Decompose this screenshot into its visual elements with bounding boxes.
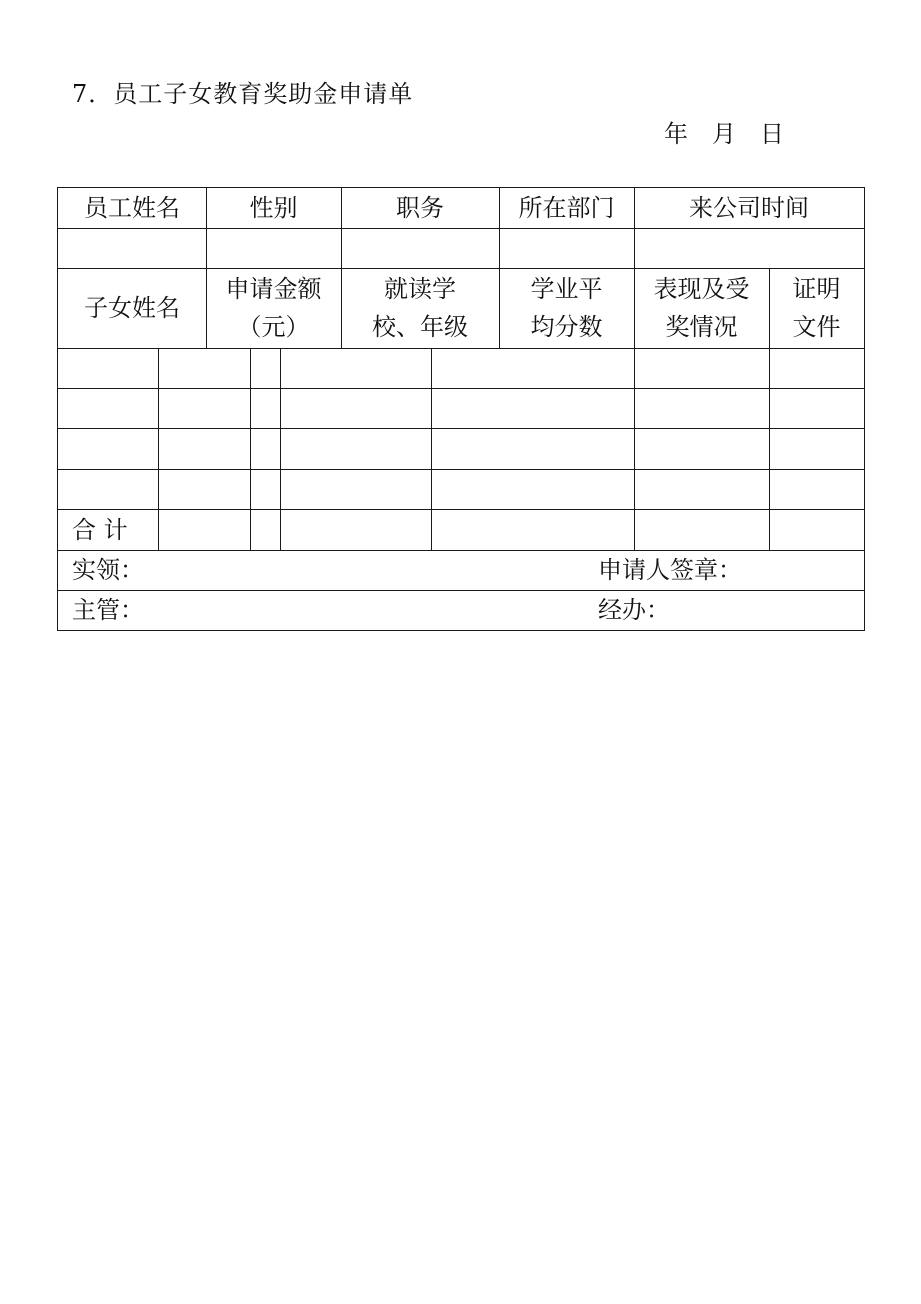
position-field[interactable] [345, 232, 499, 266]
column-divider [280, 348, 281, 550]
header-gpa-line1: 学业平 [530, 275, 603, 303]
row-divider [58, 550, 864, 551]
column-divider [431, 348, 432, 550]
column-divider [250, 348, 251, 550]
child-row-3-field[interactable] [62, 432, 158, 466]
date-day-label: 日 [760, 120, 784, 148]
join-date-field[interactable] [638, 232, 864, 266]
child-row-2-field[interactable] [62, 392, 158, 426]
header-proof-line1: 证明 [792, 275, 841, 303]
header-department: 所在部门 [518, 194, 615, 222]
header-proof-line2: 文件 [792, 313, 841, 341]
header-amount-line2: （元） [237, 313, 310, 341]
department-field[interactable] [503, 232, 634, 266]
header-performance-line2: 奖情况 [665, 313, 738, 341]
header-gender: 性别 [249, 194, 298, 222]
row-divider [58, 228, 864, 229]
row-divider [58, 388, 864, 389]
total-label: 合 计 [72, 516, 128, 544]
column-divider [634, 188, 635, 550]
header-performance [634, 270, 769, 346]
header-amount-line1: 申请金额 [225, 275, 322, 303]
child-row-1-field[interactable] [62, 352, 158, 386]
employee-name-field[interactable] [62, 232, 206, 266]
application-form-table [57, 187, 865, 631]
date-month-label: 月 [712, 120, 736, 148]
date-line [664, 114, 784, 149]
received-label: 实领： [72, 556, 144, 584]
gender-field[interactable] [210, 232, 341, 266]
supervisor-label: 主管： [72, 596, 144, 624]
header-gpa-line2: 均分数 [530, 313, 603, 341]
header-amount [206, 270, 341, 346]
handler-label: 经办： [598, 596, 670, 624]
header-school-line1: 就读学 [384, 275, 456, 303]
header-proof [769, 270, 864, 346]
header-join-date: 来公司时间 [689, 194, 809, 222]
row-divider [58, 509, 864, 510]
header-gpa [499, 270, 634, 346]
child-row-4-field[interactable] [62, 473, 158, 507]
header-school-line2: 校、年级 [372, 313, 468, 341]
document-title: 7．员工子女教育奖助金申请单 [72, 80, 414, 108]
row-divider [58, 469, 864, 470]
row-divider [58, 428, 864, 429]
header-performance-line1: 表现及受 [653, 275, 750, 303]
applicant-sign-label: 申请人签章： [598, 556, 742, 584]
header-school [341, 270, 499, 346]
header-employee-name: 员工姓名 [84, 194, 180, 222]
row-divider [58, 590, 864, 591]
column-divider [158, 348, 159, 550]
date-year-label: 年 [664, 120, 688, 148]
header-position: 职务 [396, 194, 444, 222]
row-divider [58, 348, 864, 349]
header-child-name: 子女姓名 [84, 294, 180, 322]
